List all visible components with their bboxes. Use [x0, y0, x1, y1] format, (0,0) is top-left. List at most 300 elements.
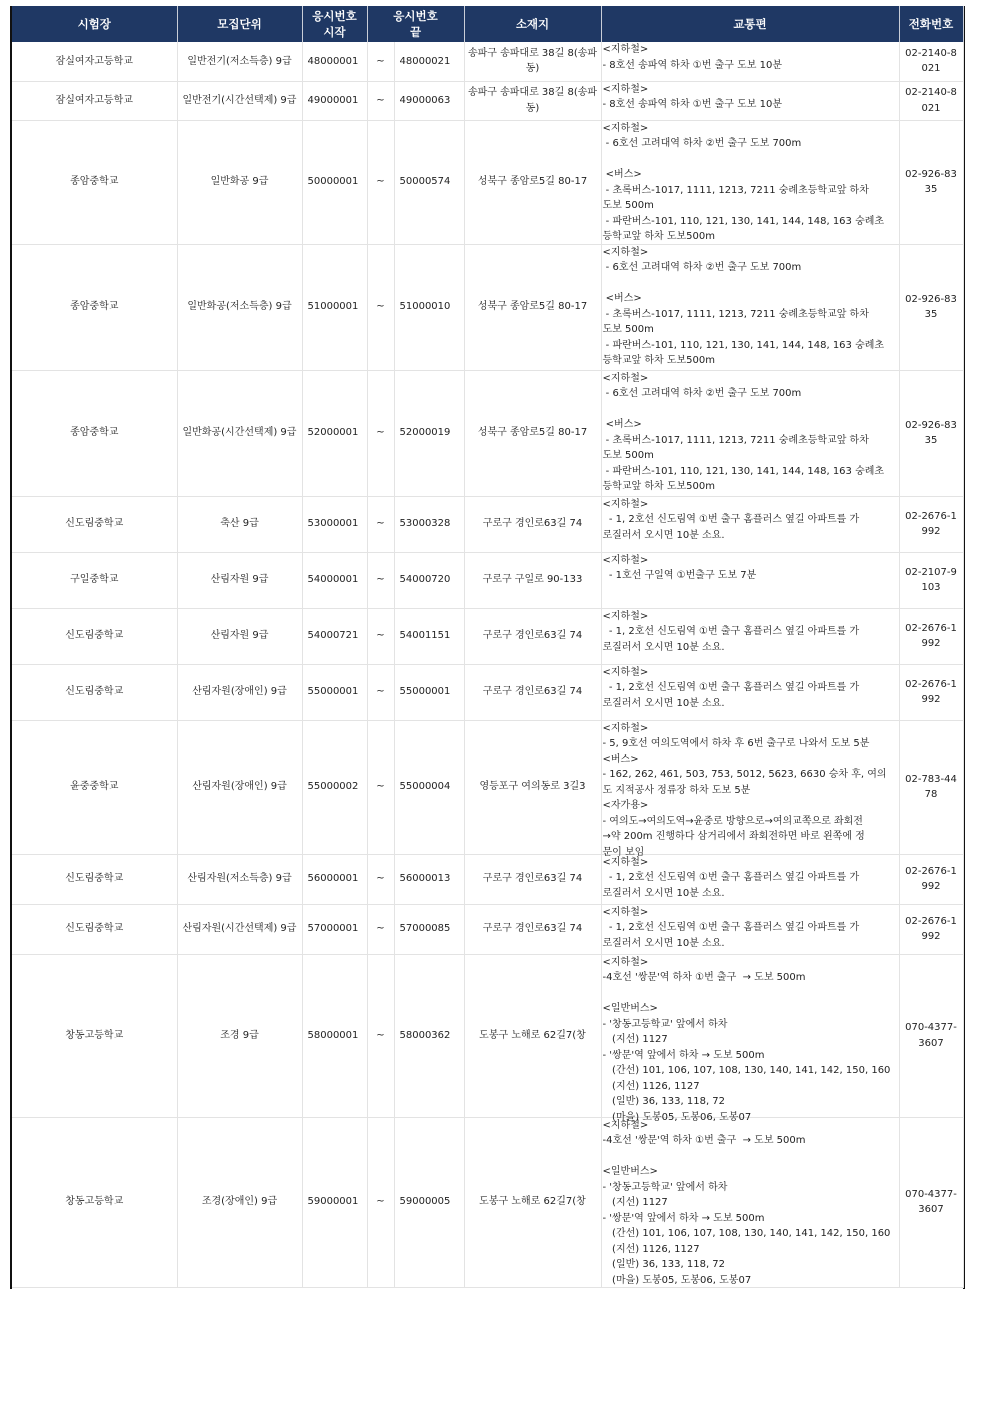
location-cell-text: 도봉구 노해로 62길7(창 — [479, 1196, 586, 1208]
transport-line: 문이 보임 — [602, 846, 645, 858]
phone-cell-text: 02-2676-1992 — [905, 865, 957, 892]
venue-cell-text: 윤중중학교 — [70, 781, 119, 793]
location-cell-text: 구로구 구일로 90-133 — [482, 574, 583, 586]
location-cell — [464, 904, 601, 954]
range-tilde — [367, 608, 394, 664]
end-number-cell-text: 54000720 — [399, 574, 451, 586]
table-row — [12, 370, 963, 496]
transport-line — [603, 152, 899, 168]
end-number-cell-text: 50000574 — [399, 176, 451, 188]
end-number-cell-text: 52000019 — [399, 427, 451, 439]
transport-cell — [601, 120, 899, 244]
range-tilde — [367, 244, 394, 370]
end-number-cell-text: 54001151 — [399, 630, 451, 642]
phone-cell — [899, 42, 963, 81]
phone-cell — [899, 664, 963, 720]
unit-cell — [177, 664, 302, 720]
transport-line: <지하철> — [602, 246, 649, 258]
location-cell — [464, 608, 601, 664]
transport-cell — [601, 608, 899, 664]
phone-cell — [899, 954, 963, 1117]
transport-line: 도보 500m — [602, 324, 654, 335]
unit-cell-text: 일반전기(저소득층) 9급 — [187, 55, 292, 67]
phone-cell-text: 02-926-8335 — [905, 419, 957, 446]
end-number-cell-text: 58000362 — [399, 1029, 451, 1041]
phone-cell-text: 02-2140-8021 — [905, 47, 957, 75]
unit-cell — [177, 552, 302, 608]
location-cell — [464, 120, 601, 244]
transport-line: - '쌍문'역 앞에서 하차 → 도보 500m — [602, 1049, 765, 1061]
header-transport: 교통편 — [601, 6, 899, 42]
location-cell-text: 구로구 경인로63길 74 — [482, 686, 583, 698]
location-cell-text: 구로구 경인로63길 74 — [482, 923, 583, 935]
start-number-cell — [302, 664, 367, 720]
transport-line: (지선) 1127 — [602, 1197, 668, 1208]
phone-cell-text: 02-2140-8021 — [905, 87, 957, 114]
transport-cell — [601, 954, 899, 1123]
venue-cell — [12, 244, 177, 370]
transport-cell — [601, 42, 899, 81]
location-cell — [464, 664, 601, 720]
exam-venue-sheet — [10, 6, 965, 1289]
location-cell — [464, 244, 601, 370]
transport-line: - 파란버스-101, 110, 121, 130, 141, 144, 148, 163 숭례초 — [602, 215, 885, 227]
start-number-cell — [302, 370, 367, 496]
transport-line: -4호선 '쌍문'역 하차 ①번 출구 → 도보 500m — [602, 972, 806, 983]
transport-line: 등학교앞 하차 도보500m — [602, 481, 715, 492]
transport-line: <버스> — [602, 293, 642, 304]
range-tilde-text: ~ — [376, 1029, 385, 1041]
transport-line: - 1, 2호선 신도림역 ①번 출구 홈플러스 옆길 아파트를 가 — [602, 682, 860, 693]
table-row — [12, 954, 963, 1117]
transport-line: 로질러서 오시면 10분 소요. — [602, 641, 725, 653]
table-row — [12, 664, 963, 720]
range-tilde-text: ~ — [376, 923, 385, 935]
range-tilde-text: ~ — [376, 518, 385, 530]
unit-cell — [177, 904, 302, 954]
unit-cell-text: 조경(장애인) 9급 — [201, 1196, 278, 1208]
transport-line: 로질러서 오시면 10분 소요. — [602, 529, 725, 541]
transport-line: - 8호선 송파역 하차 ①번 출구 도보 10분 — [602, 99, 782, 110]
unit-cell-text: 산림자원(장애인) 9급 — [192, 781, 287, 793]
phone-cell-text: 02-2676-1992 — [905, 510, 957, 537]
end-number-cell — [394, 552, 464, 608]
range-tilde-text: ~ — [376, 94, 385, 106]
phone-cell-text: 02-926-8335 — [905, 168, 957, 195]
transport-line: <지하철> — [602, 722, 649, 734]
venue-cell — [12, 904, 177, 954]
phone-cell — [899, 720, 963, 854]
header-row — [12, 6, 963, 42]
start-number-cell-text: 50000001 — [307, 176, 359, 188]
transport-line: 도 지적공사 정류장 하차 도보 5분 — [602, 784, 751, 796]
range-tilde-text: ~ — [376, 781, 385, 793]
transport-cell — [601, 496, 899, 552]
venue-cell — [12, 42, 177, 81]
start-number-cell-text: 55000002 — [307, 781, 359, 793]
end-number-cell — [394, 244, 464, 370]
start-number-cell — [302, 552, 367, 608]
venue-cell — [12, 664, 177, 720]
venue-cell — [12, 496, 177, 552]
location-cell — [464, 720, 601, 854]
transport-line: 로질러서 오시면 10분 소요. — [602, 697, 725, 709]
end-number-cell — [394, 370, 464, 496]
range-tilde — [367, 854, 394, 904]
unit-cell-text: 축산 9급 — [220, 518, 259, 530]
end-number-cell — [394, 120, 464, 244]
venue-cell — [12, 854, 177, 904]
transport-line: (마을) 도봉05, 도봉06, 도봉07 — [602, 1274, 752, 1286]
transport-line: <지하철> — [602, 554, 649, 566]
transport-line — [603, 276, 899, 292]
transport-line: - 6호선 고려대역 하차 ②번 출구 도보 700m — [602, 388, 802, 399]
transport-line — [603, 986, 899, 1002]
table-row — [12, 904, 963, 954]
transport-cell — [601, 244, 899, 370]
start-number-cell-text: 54000001 — [307, 574, 359, 586]
phone-cell-text: 02-926-8335 — [905, 293, 957, 320]
venue-cell-text: 잠실여자고등학교 — [55, 94, 133, 106]
end-number-cell — [394, 42, 464, 81]
venue-cell-text: 신도림중학교 — [65, 923, 124, 935]
range-tilde — [367, 552, 394, 608]
header-venue: 시험장 — [12, 6, 177, 42]
transport-line: <버스> — [602, 419, 642, 430]
unit-cell — [177, 370, 302, 496]
start-number-cell-text: 49000001 — [307, 94, 359, 106]
start-number-cell — [302, 120, 367, 244]
phone-cell — [899, 904, 963, 954]
venue-cell — [12, 608, 177, 664]
transport-line: <일반버스> — [602, 1166, 658, 1177]
start-number-cell-text: 59000001 — [307, 1196, 359, 1208]
exam-venue-table — [12, 6, 964, 1288]
transport-line: - 여의도→여의도역→윤중로 방향으로→여의교쪽으로 좌회전 — [602, 815, 863, 827]
transport-cell — [601, 81, 899, 120]
start-number-cell-text: 55000001 — [307, 686, 359, 698]
unit-cell — [177, 120, 302, 244]
phone-cell — [899, 1117, 963, 1287]
location-cell — [464, 552, 601, 608]
transport-cell — [601, 370, 899, 496]
unit-cell-text: 산림자원 9급 — [210, 630, 269, 642]
transport-cell — [601, 904, 899, 954]
transport-cell — [601, 720, 899, 858]
unit-cell-text: 산림자원(저소득층) 9급 — [187, 873, 292, 885]
location-cell-text: 송파구 송파대로 38길 8(송파동) — [467, 47, 598, 75]
end-number-cell-text: 55000004 — [399, 781, 451, 793]
header-phone: 전화번호 — [899, 6, 963, 42]
transport-line — [603, 1149, 899, 1165]
transport-line: →약 200m 진행하다 삼거리에서 좌회전하면 바로 왼쪽에 정 — [602, 831, 865, 842]
table-row — [12, 608, 963, 664]
location-cell — [464, 81, 601, 120]
location-cell-text: 성북구 종암로5길 80-17 — [477, 176, 588, 188]
venue-cell — [12, 1117, 177, 1287]
end-number-cell — [394, 81, 464, 120]
range-tilde-text: ~ — [376, 574, 385, 586]
range-tilde — [367, 904, 394, 954]
end-number-cell-text: 56000013 — [399, 873, 451, 885]
transport-line: <일반버스> — [602, 1003, 658, 1014]
transport-line: - 1, 2호선 신도림역 ①번 출구 홈플러스 옆길 아파트를 가 — [602, 514, 860, 525]
range-tilde — [367, 81, 394, 120]
transport-line: - 8호선 송파역 하차 ①번 출구 도보 10분 — [602, 59, 782, 71]
range-tilde — [367, 120, 394, 244]
transport-line: <지하철> — [602, 372, 649, 384]
start-number-cell — [302, 244, 367, 370]
end-number-cell — [394, 1117, 464, 1287]
table-row — [12, 496, 963, 552]
unit-cell-text: 산림자원(장애인) 9급 — [192, 686, 287, 698]
transport-line: <지하철> — [602, 498, 649, 510]
transport-line: - 1, 2호선 신도림역 ①번 출구 홈플러스 옆길 아파트를 가 — [602, 626, 860, 637]
location-cell-text: 도봉구 노해로 62길7(창 — [479, 1029, 586, 1041]
phone-cell — [899, 370, 963, 496]
unit-cell — [177, 1117, 302, 1287]
transport-line: <지하철> — [602, 83, 649, 95]
range-tilde-text: ~ — [376, 1196, 385, 1208]
phone-cell — [899, 608, 963, 664]
table-row — [12, 552, 963, 608]
unit-cell — [177, 720, 302, 854]
start-number-cell — [302, 42, 367, 81]
transport-line: - '창동고등학교' 앞에서 하차 — [602, 1181, 728, 1193]
transport-line: (일반) 36, 133, 118, 72 — [602, 1096, 726, 1107]
phone-cell-text: 02-2676-1992 — [905, 915, 957, 942]
start-number-cell-text: 57000001 — [307, 923, 359, 935]
start-number-cell — [302, 854, 367, 904]
start-number-cell-text: 48000001 — [307, 55, 359, 67]
transport-line — [603, 402, 899, 418]
transport-line: 로질러서 오시면 10분 소요. — [602, 887, 725, 899]
transport-line: <지하철> — [602, 666, 649, 678]
end-number-cell — [394, 904, 464, 954]
venue-cell-text: 종암중학교 — [70, 427, 119, 439]
location-cell — [464, 42, 601, 81]
transport-line: <지하철> — [602, 1119, 649, 1131]
end-number-cell — [394, 664, 464, 720]
transport-line: (간선) 101, 106, 107, 108, 130, 140, 141, 142, 150, 160 — [602, 1228, 891, 1239]
transport-line: - 파란버스-101, 110, 121, 130, 141, 144, 148, 163 숭례초 — [602, 465, 885, 477]
location-cell — [464, 954, 601, 1117]
location-cell-text: 구로구 경인로63길 74 — [482, 873, 583, 885]
transport-line: (지선) 1126, 1127 — [602, 1080, 700, 1092]
venue-cell — [12, 552, 177, 608]
phone-cell — [899, 244, 963, 370]
venue-cell-text: 잠실여자고등학교 — [55, 55, 133, 67]
transport-line: - 1, 2호선 신도림역 ①번 출구 홈플러스 옆길 아파트를 가 — [602, 872, 860, 883]
location-cell-text: 영등포구 여의동로 3길3 — [479, 781, 586, 793]
phone-cell-text: 02-2676-1992 — [905, 678, 957, 705]
unit-cell — [177, 42, 302, 81]
range-tilde — [367, 496, 394, 552]
transport-cell — [601, 854, 899, 904]
table-row — [12, 244, 963, 370]
range-tilde-text: ~ — [376, 873, 385, 885]
end-number-cell-text: 59000005 — [399, 1196, 451, 1208]
transport-line: <지하철> — [602, 956, 649, 968]
range-tilde — [367, 1117, 394, 1287]
venue-cell-text: 신도림중학교 — [65, 518, 124, 530]
end-number-cell — [394, 608, 464, 664]
start-number-cell — [302, 954, 367, 1117]
transport-line: (지선) 1126, 1127 — [602, 1243, 700, 1255]
transport-line: <지하철> — [602, 906, 649, 918]
header-end: 응시번호 끝 — [367, 6, 464, 42]
phone-cell-text: 070-4377-3607 — [905, 1022, 957, 1049]
phone-cell — [899, 81, 963, 120]
transport-line: <지하철> — [602, 122, 649, 134]
unit-cell — [177, 496, 302, 552]
table-body — [12, 42, 963, 1287]
transport-line: 도보 500m — [602, 450, 654, 461]
range-tilde — [367, 42, 394, 81]
range-tilde-text: ~ — [376, 301, 385, 313]
table-row — [12, 1117, 963, 1287]
transport-line: 등학교앞 하차 도보500m — [602, 355, 715, 366]
transport-line: <지하철> — [602, 44, 649, 55]
unit-cell — [177, 608, 302, 664]
location-cell-text: 구로구 경인로63길 74 — [482, 518, 583, 530]
venue-cell — [12, 81, 177, 120]
transport-line: (일반) 36, 133, 118, 72 — [602, 1259, 726, 1270]
transport-line: - 1호선 구일역 ①번출구 도보 7분 — [602, 570, 757, 581]
unit-cell-text: 일반화공(시간선택제) 9급 — [182, 427, 297, 439]
transport-line: (지선) 1127 — [602, 1034, 668, 1045]
header-start: 응시번호 시작 — [302, 6, 367, 42]
transport-line: 도보 500m — [602, 200, 654, 211]
location-cell-text: 성북구 종암로5길 80-17 — [477, 427, 588, 439]
venue-cell-text: 신도림중학교 — [65, 686, 124, 698]
unit-cell — [177, 854, 302, 904]
transport-line: - 6호선 고려대역 하차 ②번 출구 도보 700m — [602, 262, 802, 273]
header-unit: 모집단위 — [177, 6, 302, 42]
end-number-cell-text: 49000063 — [399, 94, 451, 106]
venue-cell — [12, 954, 177, 1117]
table-row — [12, 42, 963, 81]
transport-line: - 5, 9호선 여의도역에서 하차 후 6번 출구로 나와서 도보 5분 — [602, 738, 870, 749]
range-tilde-text: ~ — [376, 630, 385, 642]
venue-cell-text: 구일중학교 — [70, 574, 119, 586]
end-number-cell — [394, 496, 464, 552]
phone-cell — [899, 496, 963, 552]
start-number-cell-text: 58000001 — [307, 1029, 359, 1041]
range-tilde — [367, 720, 394, 854]
phone-cell — [899, 552, 963, 608]
table-row — [12, 854, 963, 904]
venue-cell-text: 창동고등학교 — [65, 1029, 124, 1041]
start-number-cell — [302, 720, 367, 854]
unit-cell-text: 산림자원(시간선택제) 9급 — [182, 923, 297, 935]
location-cell-text: 구로구 경인로63길 74 — [482, 630, 583, 642]
range-tilde-text: ~ — [376, 176, 385, 188]
range-tilde-text: ~ — [376, 55, 385, 67]
venue-cell-text: 신도림중학교 — [65, 873, 124, 885]
location-cell — [464, 854, 601, 904]
start-number-cell-text: 52000001 — [307, 427, 359, 439]
venue-cell-text: 창동고등학교 — [65, 1196, 124, 1208]
venue-cell-text: 종암중학교 — [70, 176, 119, 188]
location-cell-text: 송파구 송파대로 38길 8(송파동) — [467, 87, 598, 114]
venue-cell — [12, 370, 177, 496]
transport-line: - 초록버스-1017, 1111, 1213, 7211 숭례초등학교앞 하차 — [602, 434, 869, 446]
start-number-cell — [302, 81, 367, 120]
transport-line: <버스> — [602, 753, 639, 765]
range-tilde-text: ~ — [376, 427, 385, 439]
end-number-cell — [394, 954, 464, 1117]
unit-cell-text: 일반화공 9급 — [210, 176, 269, 188]
unit-cell-text: 일반화공(저소득층) 9급 — [187, 301, 292, 313]
location-cell-text: 성북구 종암로5길 80-17 — [477, 301, 588, 313]
transport-cell — [601, 664, 899, 720]
start-number-cell-text: 54000721 — [307, 630, 359, 642]
transport-line: - 6호선 고려대역 하차 ②번 출구 도보 700m — [602, 138, 802, 149]
phone-cell-text: 02-783-4478 — [905, 773, 957, 800]
end-number-cell — [394, 854, 464, 904]
transport-cell — [601, 1117, 899, 1287]
start-number-cell — [302, 608, 367, 664]
table-row — [12, 720, 963, 854]
location-cell — [464, 1117, 601, 1287]
unit-cell — [177, 954, 302, 1117]
transport-line: (마을) 도봉05, 도봉06, 도봉07 — [602, 1111, 752, 1123]
start-number-cell — [302, 1117, 367, 1287]
end-number-cell-text: 57000085 — [399, 923, 451, 935]
phone-cell-text: 02-2676-1992 — [905, 622, 957, 649]
location-cell — [464, 496, 601, 552]
unit-cell-text: 산림자원 9급 — [210, 574, 269, 586]
start-number-cell-text: 53000001 — [307, 518, 359, 530]
range-tilde — [367, 664, 394, 720]
phone-cell-text: 070-4377-3607 — [905, 1188, 957, 1215]
header-location: 소재지 — [464, 6, 601, 42]
range-tilde — [367, 954, 394, 1117]
table-row — [12, 81, 963, 120]
start-number-cell — [302, 904, 367, 954]
transport-line: - '쌍문'역 앞에서 하차 → 도보 500m — [602, 1212, 765, 1224]
venue-cell — [12, 720, 177, 854]
unit-cell-text: 조경 9급 — [220, 1029, 259, 1041]
transport-line: 등학교앞 하차 도보500m — [602, 231, 715, 242]
venue-cell-text: 신도림중학교 — [65, 630, 124, 642]
transport-line: - 162, 262, 461, 503, 753, 5012, 5623, 6630 승차 후, 여의 — [602, 769, 887, 780]
unit-cell — [177, 81, 302, 120]
venue-cell-text: 종암중학교 — [70, 301, 119, 313]
start-number-cell-text: 56000001 — [307, 873, 359, 885]
start-number-cell-text: 51000001 — [307, 301, 359, 313]
transport-line: - 파란버스-101, 110, 121, 130, 141, 144, 148, 163 숭례초 — [602, 339, 885, 351]
end-number-cell — [394, 720, 464, 854]
phone-cell — [899, 854, 963, 904]
start-number-cell — [302, 496, 367, 552]
transport-line: (간선) 101, 106, 107, 108, 130, 140, 141, 142, 150, 160 — [602, 1065, 891, 1076]
range-tilde — [367, 370, 394, 496]
transport-line: <자가용> — [602, 800, 649, 811]
transport-line: <버스> — [602, 169, 642, 180]
range-tilde-text: ~ — [376, 686, 385, 698]
phone-cell — [899, 120, 963, 244]
transport-line: 로질러서 오시면 10분 소요. — [602, 937, 725, 949]
transport-line: <지하철> — [602, 610, 649, 622]
transport-cell — [601, 552, 899, 608]
unit-cell — [177, 244, 302, 370]
transport-line: - 초록버스-1017, 1111, 1213, 7211 숭례초등학교앞 하차 — [602, 308, 869, 320]
end-number-cell-text: 51000010 — [399, 301, 451, 313]
transport-line: - 1, 2호선 신도림역 ①번 출구 홈플러스 옆길 아파트를 가 — [602, 922, 860, 933]
transport-line: -4호선 '쌍문'역 하차 ①번 출구 → 도보 500m — [602, 1135, 806, 1146]
